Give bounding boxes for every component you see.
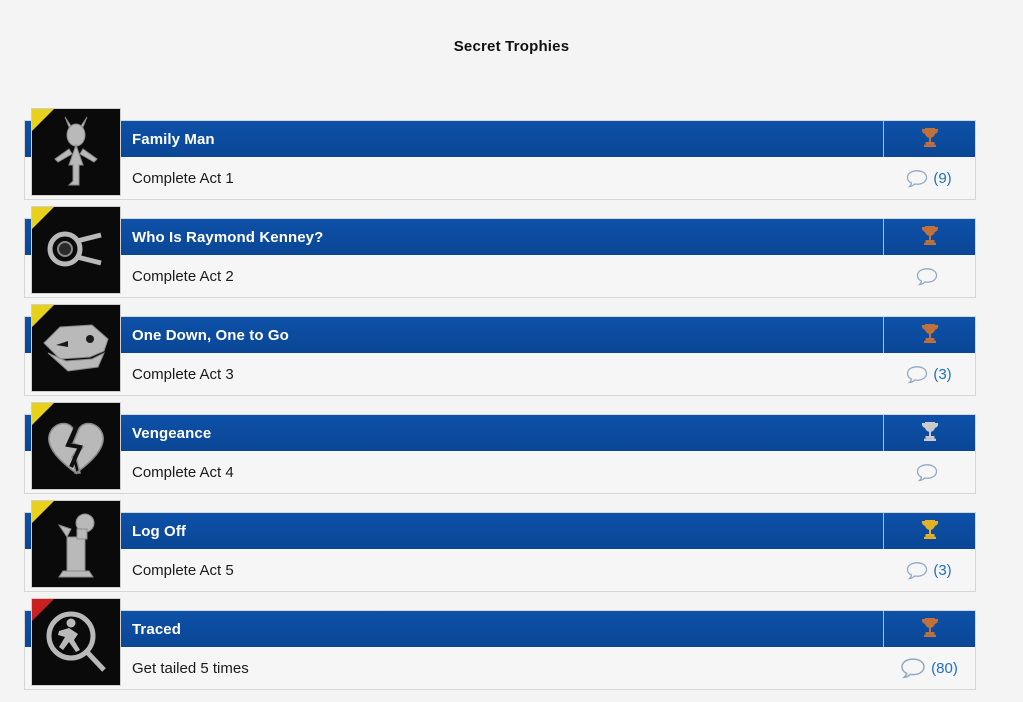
one-down-badge-icon[interactable] (31, 304, 121, 392)
trophy-description: Complete Act 2 (132, 267, 234, 285)
trophy-description: Complete Act 1 (132, 169, 234, 187)
trophy-row-body (24, 512, 976, 592)
trophy-icon (920, 224, 940, 251)
trophy-row[interactable] (24, 402, 976, 494)
trophy-description-bar (25, 353, 975, 395)
trophy-description: Complete Act 3 (132, 365, 234, 383)
trophy-title-bar (25, 513, 975, 549)
badge-corner-marker (32, 403, 54, 425)
trophy-title: Who Is Raymond Kenney? (132, 228, 324, 246)
trophy-title: One Down, One to Go (132, 326, 289, 344)
trophy-icon (920, 322, 940, 349)
trophy-comments-cell[interactable] (883, 451, 975, 493)
trophy-row-body (24, 610, 976, 690)
comment-bubble-icon[interactable] (906, 561, 928, 580)
badge-corner-marker (32, 501, 54, 523)
trophy-title-bar (25, 415, 975, 451)
trophy-title-bar (25, 219, 975, 255)
trophy-row-body (24, 316, 976, 396)
trophy-type-cell (883, 317, 975, 353)
trophy-comments-cell[interactable] (883, 157, 975, 199)
trophy-row[interactable] (24, 206, 976, 298)
comment-bubble-icon[interactable] (906, 365, 928, 384)
log-off-badge-icon[interactable] (31, 500, 121, 588)
badge-corner-marker (32, 305, 54, 327)
comment-bubble-icon[interactable] (916, 463, 938, 482)
trophy-title: Vengeance (132, 424, 212, 442)
trophy-icon (920, 616, 940, 643)
badge-corner-marker (32, 109, 54, 131)
trophy-icon (920, 518, 940, 545)
trophy-type-cell (883, 121, 975, 157)
raymond-kenney-badge-icon[interactable] (31, 206, 121, 294)
trophy-type-cell (883, 415, 975, 451)
comment-bubble-icon[interactable] (900, 657, 926, 679)
family-man-badge-icon[interactable] (31, 108, 121, 196)
trophy-row[interactable] (24, 500, 976, 592)
comment-count: (9) (933, 169, 952, 187)
trophy-type-cell (883, 611, 975, 647)
vengeance-badge-icon[interactable] (31, 402, 121, 490)
trophy-icon (920, 126, 940, 153)
trophy-title: Family Man (132, 130, 215, 148)
trophy-description: Complete Act 4 (132, 463, 234, 481)
comment-bubble-icon[interactable] (906, 169, 928, 188)
trophy-row[interactable] (24, 108, 976, 200)
trophy-type-cell (883, 219, 975, 255)
trophy-row[interactable] (24, 304, 976, 396)
trophy-title-bar (25, 121, 975, 157)
badge-corner-marker (32, 599, 54, 621)
comment-count: (3) (933, 365, 952, 383)
trophy-title: Log Off (132, 522, 187, 540)
trophy-description-bar (25, 549, 975, 591)
trophy-title: Traced (132, 620, 181, 638)
trophy-description-bar (25, 255, 975, 297)
trophy-row[interactable] (24, 598, 976, 690)
comment-count: (80) (931, 659, 958, 677)
trophy-row-body (24, 414, 976, 494)
trophy-description: Complete Act 5 (132, 561, 234, 579)
trophy-comments-cell[interactable] (883, 353, 975, 395)
page-title: Secret Trophies (453, 38, 570, 55)
trophy-comments-cell[interactable] (883, 647, 975, 689)
trophy-description-bar (25, 451, 975, 493)
trophy-description-bar (25, 647, 975, 689)
trophy-description: Get tailed 5 times (132, 659, 249, 677)
trophy-title-bar (25, 317, 975, 353)
trophy-comments-cell[interactable] (883, 255, 975, 297)
trophy-icon (920, 420, 940, 447)
comment-count: (3) (933, 561, 952, 579)
trophy-list (24, 108, 976, 696)
comment-bubble-icon[interactable] (916, 267, 938, 286)
trophy-description-bar (25, 157, 975, 199)
trophy-comments-cell[interactable] (883, 549, 975, 591)
traced-badge-icon[interactable] (31, 598, 121, 686)
trophy-row-body (24, 120, 976, 200)
trophy-title-bar (25, 611, 975, 647)
trophy-type-cell (883, 513, 975, 549)
badge-corner-marker (32, 207, 54, 229)
trophy-row-body (24, 218, 976, 298)
